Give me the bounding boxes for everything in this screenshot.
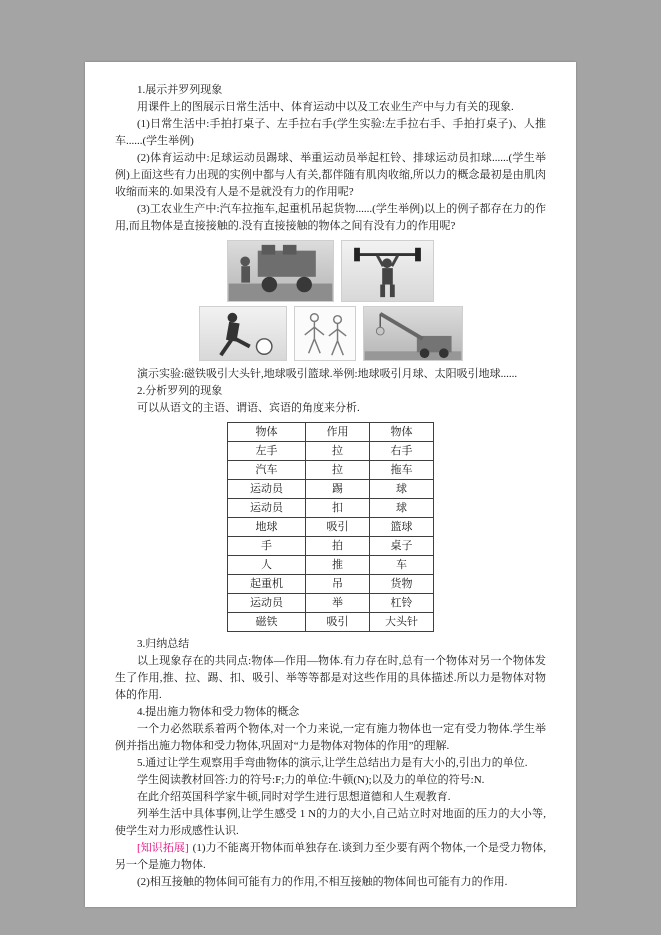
table-cell: 人 (228, 556, 306, 575)
table-cell: 球 (370, 499, 434, 518)
table-cell: 推 (306, 556, 370, 575)
stick-figures-drawing (294, 306, 356, 361)
table-row (228, 461, 434, 480)
paragraph: 在此介绍英国科学家牛顿,同时对学生进行思想道德和人生观教育. (137, 791, 451, 803)
section1-heading: 1.展示并罗列现象 (137, 84, 223, 96)
table-cell: 吸引 (306, 518, 370, 537)
table-cell: 地球 (228, 518, 306, 537)
paragraph: (1)日常生活中:手拍打桌子、左手拉右手(学生实验:左手拉右手、手拍打桌子)、人推车......(学生举例) (115, 118, 546, 147)
table-row (228, 499, 434, 518)
crane-icon (364, 307, 462, 360)
table-row (228, 537, 434, 556)
section5-heading: 5.通过让学生观察用手弯曲物体的演示,让学生总结出力是有大小的,引出力的单位. (137, 757, 528, 769)
table-cell: 运动员 (228, 594, 306, 613)
table-cell: 扣 (306, 499, 370, 518)
table-row (228, 480, 434, 499)
table-cell: 拉 (306, 461, 370, 480)
barbell-icon (342, 241, 433, 301)
crane-photo (363, 306, 463, 361)
table-cell: 拖车 (370, 461, 434, 480)
table-row (228, 556, 434, 575)
table-cell: 拍 (306, 537, 370, 556)
table-cell: 球 (370, 480, 434, 499)
document-page (85, 62, 576, 907)
photo-row-2 (115, 306, 546, 361)
tractor-icon (228, 241, 333, 301)
knowledge-expansion-label: [知识拓展] (137, 842, 189, 854)
table-cell: 货物 (370, 575, 434, 594)
table-row (228, 613, 434, 632)
table-cell: 踢 (306, 480, 370, 499)
table-cell: 车 (370, 556, 434, 575)
section4-heading: 4.提出施力物体和受力物体的概念 (137, 706, 300, 718)
section3-heading: 3.归纳总结 (137, 638, 190, 650)
table-row (228, 575, 434, 594)
table-cell: 篮球 (370, 518, 434, 537)
soccer-player-icon (200, 307, 286, 360)
table-row (228, 594, 434, 613)
table-cell: 吸引 (306, 613, 370, 632)
knowledge-expansion-paragraph (115, 840, 546, 874)
paragraph: 一个力必然联系着两个物体,对一个力来说,一定有施力物体也一定有受力物体.学生举例并指出施力物体和受力物体,巩固对“力是物体对物体的作用”的理解. (115, 723, 546, 752)
photo-row-1 (115, 240, 546, 302)
paragraph: 演示实验:磁铁吸引大头针,地球吸引篮球.举例:地球吸引月球、太阳吸引地球...... (137, 368, 518, 380)
paragraph: 列举生活中具体事例,让学生感受 1 N的力的大小,自己站立时对地面的压力的大小等,使学生对力形成感性认识. (115, 808, 546, 837)
table-header-cell: 物体 (228, 423, 306, 442)
table-cell: 运动员 (228, 499, 306, 518)
table-row (228, 442, 434, 461)
paragraph: (3)工农业生产中:汽车拉拖车,起重机吊起货物......(学生举例)以上的例子都存在力的作用,而且物体是直接接触的.没有直接接触的物体之间有没有力的作用呢? (115, 203, 546, 232)
paragraph: (2)体育运动中:足球运动员踢球、举重运动员举起杠铃、排球运动员扣球......(学生举例)上面这些有力出现的实例中都与人有关,都伴随有肌肉收缩,所以力的概念最初是由肌肉收缩而来的.如果没有人是不是就没有力的作用呢? (115, 152, 546, 198)
table-cell: 吊 (306, 575, 370, 594)
table-header-cell: 作用 (306, 423, 370, 442)
table-cell: 运动员 (228, 480, 306, 499)
table-cell: 起重机 (228, 575, 306, 594)
stick-figure-icon (295, 307, 355, 360)
table-cell: 桌子 (370, 537, 434, 556)
table-row (228, 518, 434, 537)
paragraph: 以上现象存在的共同点:物体—作用—物体.有力存在时,总有一个物体对另一个物体发生了作用,推、拉、踢、扣、吸引、举等等都是对这些作用的具体描述.所以力是物体对物体的作用. (115, 655, 546, 701)
section2-heading: 2.分析罗列的现象 (137, 385, 223, 397)
knowledge-expansion-text: (1)力不能离开物体而单独存在.谈到力至少要有两个物体,一个是受力物体,另一个是施力物体. (115, 842, 546, 871)
people-on-tractor-photo (227, 240, 334, 302)
table-header-cell: 物体 (370, 423, 434, 442)
table-cell: 大头针 (370, 613, 434, 632)
table-cell: 手 (228, 537, 306, 556)
weightlifter-photo (341, 240, 434, 302)
illustration-block (115, 240, 546, 361)
table-cell: 磁铁 (228, 613, 306, 632)
table-cell: 汽车 (228, 461, 306, 480)
paragraph: 可以从语文的主语、谓语、宾语的角度来分析. (137, 402, 360, 414)
paragraph: (2)相互接触的物体间可能有力的作用,不相互接触的物体间也可能有力的作用. (137, 876, 508, 888)
table-cell: 拉 (306, 442, 370, 461)
paragraph: 学生阅读教材回答:力的符号:F;力的单位:牛顿(N);以及力的单位的符号:N. (137, 774, 485, 786)
soccer-kick-photo (199, 306, 287, 361)
table-cell: 举 (306, 594, 370, 613)
table-cell: 杠铃 (370, 594, 434, 613)
table-header-row (228, 423, 434, 442)
table-cell: 左手 (228, 442, 306, 461)
force-examples-table (227, 422, 434, 632)
paragraph: 用课件上的图展示日常生活中、体育运动中以及工农业生产中与力有关的现象. (137, 101, 514, 113)
table-cell: 右手 (370, 442, 434, 461)
